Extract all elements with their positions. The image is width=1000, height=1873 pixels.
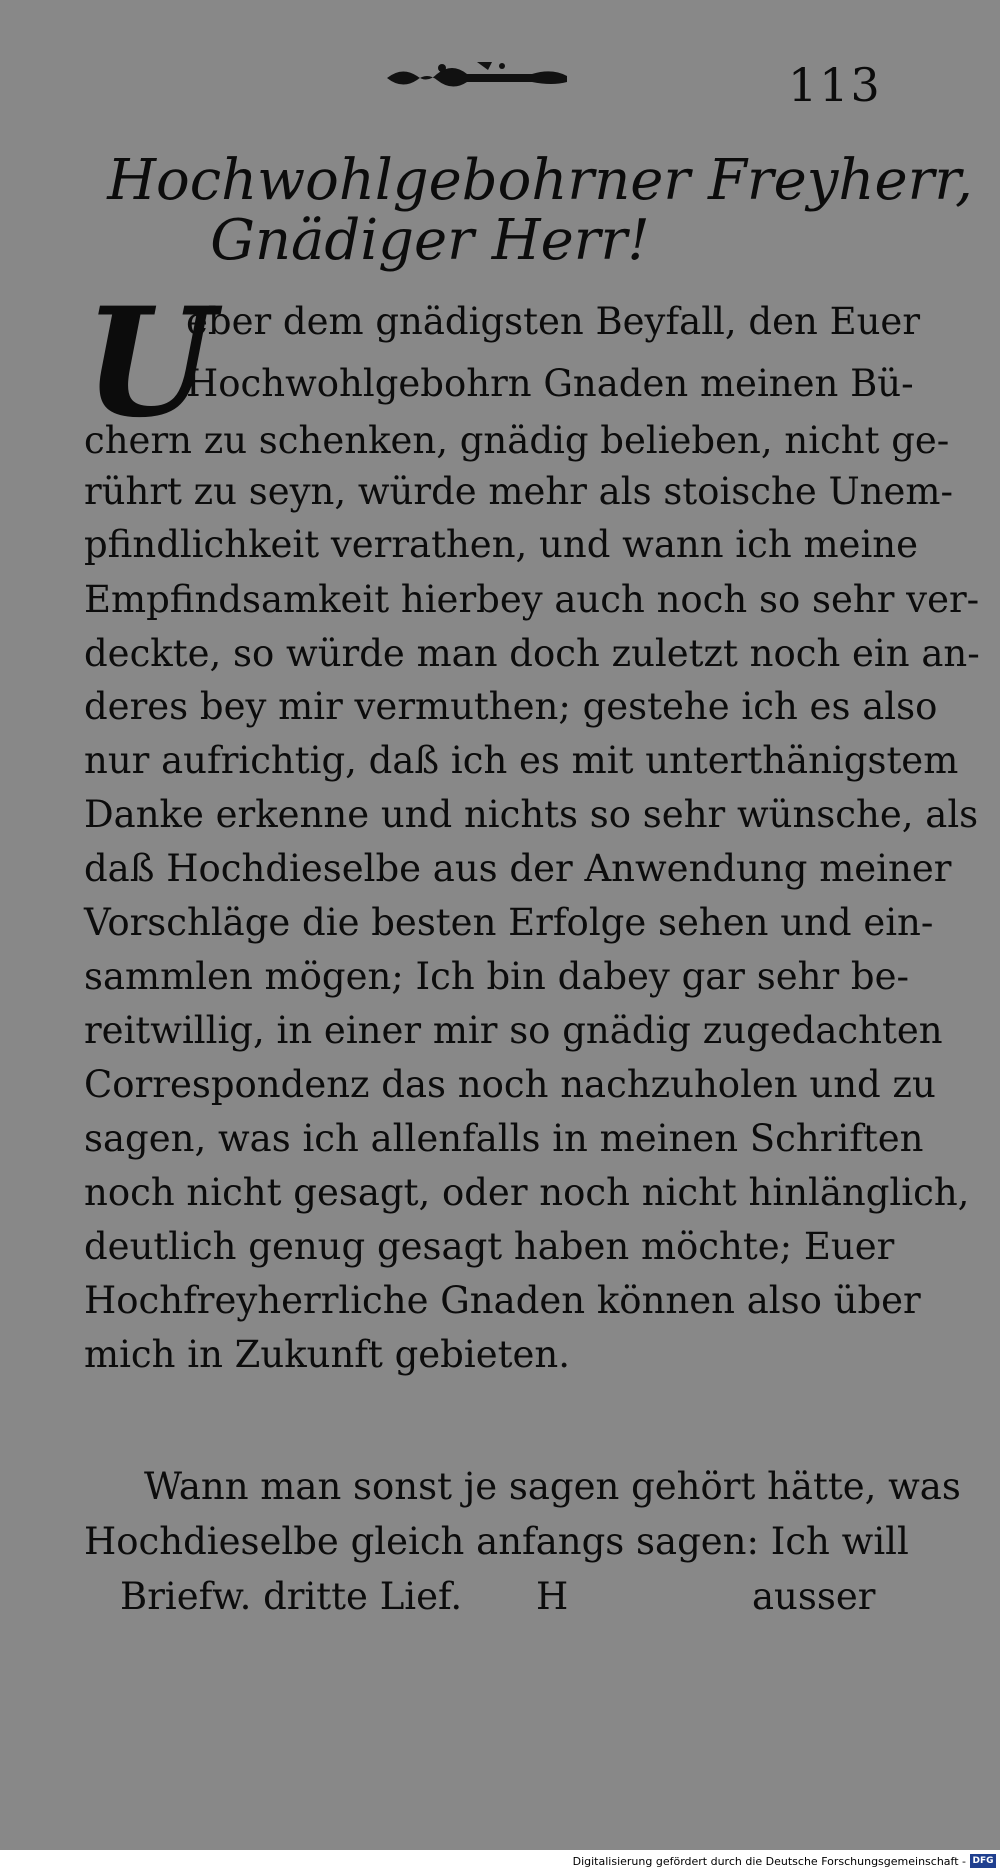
heading-line-1: Hochwohlgebohrner Freyherr, — [107, 148, 973, 213]
dfg-logo: DFG — [970, 1854, 996, 1868]
heading-line-2: Gnädiger Herr! — [210, 208, 650, 273]
text-line: Danke erkenne und nichts so sehr wünsche, als — [84, 793, 979, 836]
footer-credit: Digitalisierung gefördert durch die Deutsche Forschungsgemeinschaft - — [572, 1855, 966, 1868]
text-line: pfindlichkeit verrathen, und wann ich meine — [84, 523, 918, 566]
ornament-icon — [382, 58, 572, 98]
text-line: eber dem gnädigsten Beyfall, den Euer — [186, 300, 921, 343]
text-line: Hochwohlgebohrn Gnaden meinen Bü- — [186, 362, 914, 405]
text-line: reitwillig, in einer mir so gnädig zugedachten — [84, 1009, 943, 1052]
signature-mark-letter: H — [536, 1575, 569, 1618]
text-line: Empfindsamkeit hierbey auch noch so sehr ver- — [84, 578, 980, 621]
text-line: sagen, was ich allenfalls in meinen Schriften — [84, 1117, 924, 1160]
text-line: deutlich genug gesagt haben möchte; Euer — [84, 1225, 895, 1268]
text-line: Hochfreyherrliche Gnaden können also über — [84, 1279, 921, 1322]
text-line: deckte, so würde man doch zuletzt noch ein an- — [84, 632, 980, 675]
text-line: Correspondenz das noch nachzuholen und zu — [84, 1063, 936, 1106]
text-line: chern zu schenken, gnädig belieben, nicht ge- — [84, 419, 950, 462]
text-line: nur aufrichtig, daß ich es mit unterthänigstem — [84, 739, 959, 782]
text-line: daß Hochdieselbe aus der Anwendung meiner — [84, 847, 952, 890]
text-line: Vorschläge die besten Erfolge sehen und ein- — [84, 901, 934, 944]
catchword: ausser — [752, 1575, 876, 1618]
drop-cap: U — [84, 275, 215, 451]
text-line: deres bey mir vermuthen; gestehe ich es also — [84, 685, 938, 728]
text-line: noch nicht gesagt, oder noch nicht hinlänglich, — [84, 1171, 970, 1214]
text-line: sammlen mögen; Ich bin dabey gar sehr be- — [84, 955, 910, 998]
footer-bar — [0, 1850, 1000, 1873]
text-line: Wann man sonst je sagen gehört hätte, was — [144, 1465, 961, 1508]
text-line: rührt zu seyn, würde mehr als stoische Unem- — [84, 470, 953, 513]
signature-mark: Briefw. dritte Lief. — [120, 1575, 463, 1618]
page-number: 113 — [788, 58, 882, 112]
text-line: mich in Zukunft gebieten. — [84, 1333, 570, 1376]
text-line: Hochdieselbe gleich anfangs sagen: Ich will — [84, 1520, 909, 1563]
